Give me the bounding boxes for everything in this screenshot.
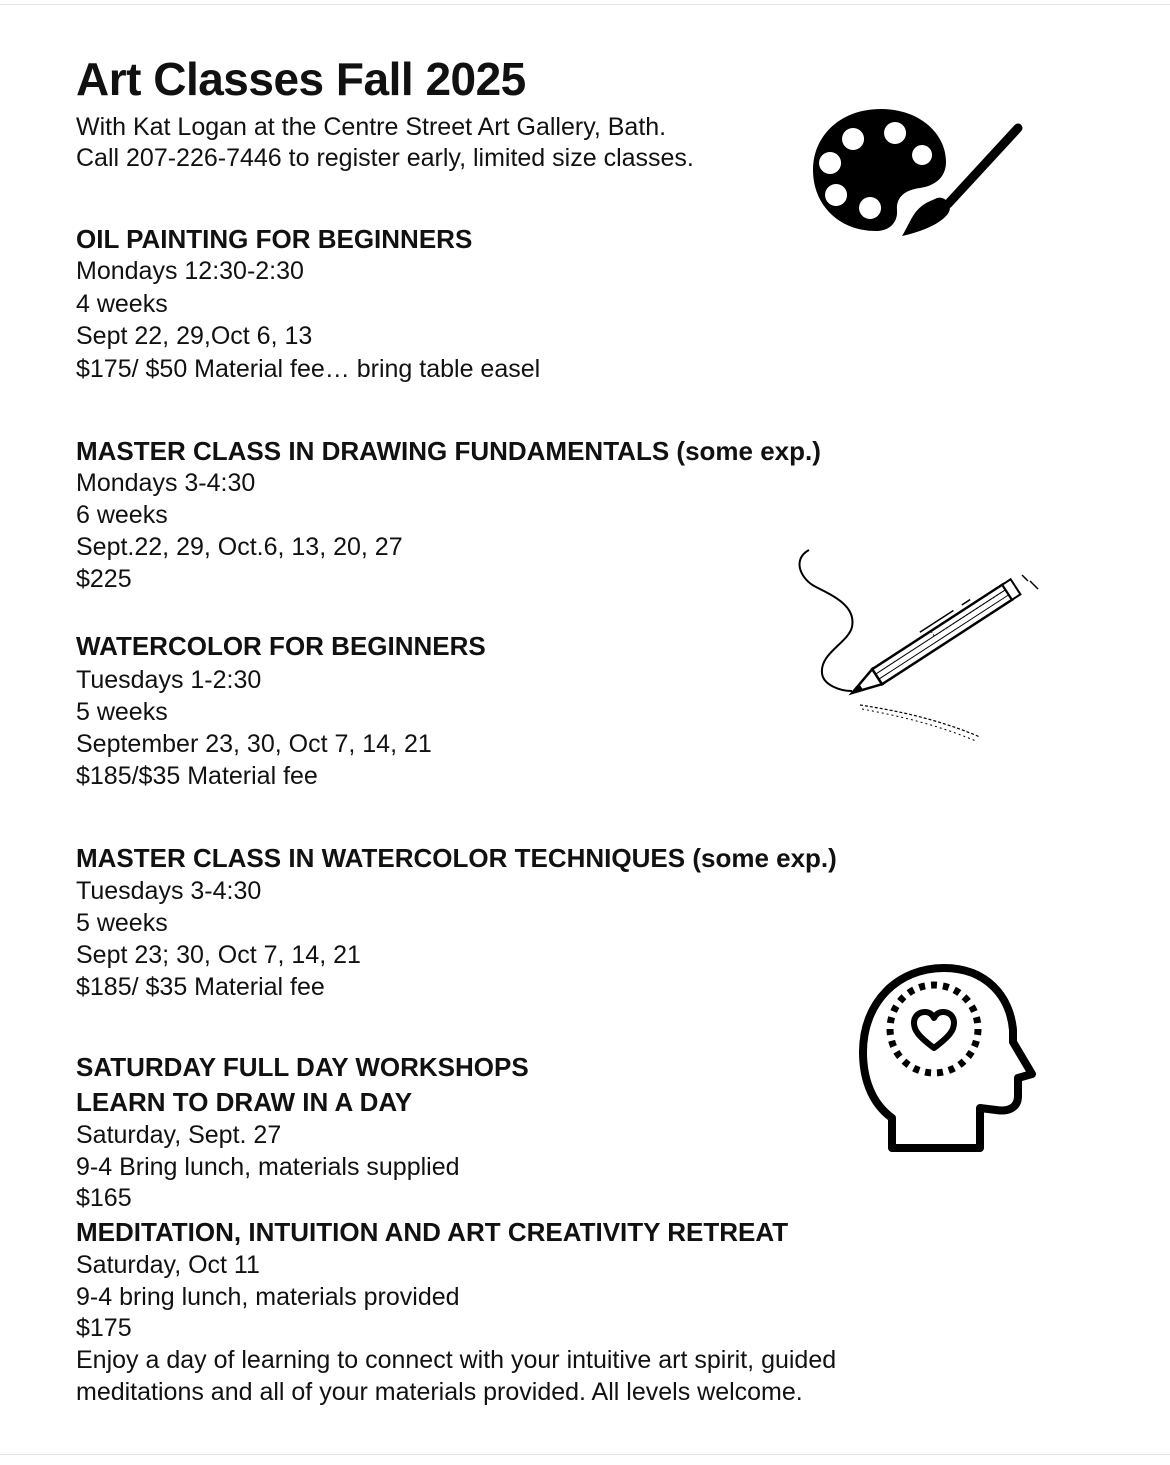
class-price: $225 bbox=[76, 565, 132, 593]
subtitle-phone: Call 207-226-7446 to register early, limited size classes. bbox=[76, 144, 694, 172]
class-title-watercolor-beginners: WATERCOLOR FOR BEGINNERS bbox=[76, 631, 486, 661]
workshop-description-line: Enjoy a day of learning to connect with your intuitive art spirit, guided bbox=[76, 1346, 837, 1374]
top-border bbox=[0, 4, 1170, 5]
class-dates: Sept 22, 29,Oct 6, 13 bbox=[76, 322, 313, 350]
workshops-heading: SATURDAY FULL DAY WORKSHOPS bbox=[76, 1052, 529, 1082]
class-duration: 5 weeks bbox=[76, 698, 168, 726]
experience-note: (some exp.) bbox=[676, 436, 821, 466]
workshop-description-line: meditations and all of your materials provided. All levels welcome. bbox=[76, 1378, 803, 1406]
class-title-text: MASTER CLASS IN DRAWING FUNDAMENTALS bbox=[76, 436, 670, 466]
bottom-border bbox=[0, 1454, 1170, 1455]
class-title-drawing-fundamentals bbox=[76, 436, 821, 466]
workshop-title-meditation-retreat: MEDITATION, INTUITION AND ART CREATIVITY RETREAT bbox=[76, 1217, 789, 1247]
workshop-details: 9-4 bring lunch, materials provided bbox=[76, 1283, 460, 1311]
class-dates: September 23, 30, Oct 7, 14, 21 bbox=[76, 730, 432, 758]
workshop-price: $165 bbox=[76, 1184, 132, 1212]
class-schedule: Tuesdays 3-4:30 bbox=[76, 877, 262, 905]
class-title-oil-painting: OIL PAINTING FOR BEGINNERS bbox=[76, 224, 473, 254]
class-price: $185/$35 Material fee bbox=[76, 762, 318, 790]
workshop-price: $175 bbox=[76, 1314, 132, 1342]
class-title-watercolor-techniques bbox=[76, 843, 837, 873]
class-price: $175/ $50 Material fee… bring table easel bbox=[76, 355, 541, 383]
class-title-text: MASTER CLASS IN WATERCOLOR TECHNIQUES bbox=[76, 843, 686, 873]
workshop-date: Saturday, Sept. 27 bbox=[76, 1121, 282, 1149]
class-price: $185/ $35 Material fee bbox=[76, 973, 325, 1001]
workshop-date: Saturday, Oct 11 bbox=[76, 1251, 260, 1279]
palette-brush-icon bbox=[806, 100, 1026, 240]
experience-note: (some exp.) bbox=[692, 843, 837, 873]
class-duration: 6 weeks bbox=[76, 501, 168, 529]
class-dates: Sept.22, 29, Oct.6, 13, 20, 27 bbox=[76, 533, 403, 561]
class-schedule: Mondays 3-4:30 bbox=[76, 469, 256, 497]
page-title: Art Classes Fall 2025 bbox=[76, 53, 526, 105]
class-schedule: Tuesdays 1-2:30 bbox=[76, 666, 262, 694]
class-dates: Sept 23; 30, Oct 7, 14, 21 bbox=[76, 941, 361, 969]
workshop-details: 9-4 Bring lunch, materials supplied bbox=[76, 1153, 460, 1181]
head-heart-icon bbox=[858, 962, 1043, 1157]
pencil-icon bbox=[790, 545, 1050, 745]
workshop-title-learn-to-draw: LEARN TO DRAW IN A DAY bbox=[76, 1087, 413, 1117]
class-duration: 4 weeks bbox=[76, 290, 168, 318]
class-duration: 5 weeks bbox=[76, 909, 168, 937]
subtitle-location: With Kat Logan at the Centre Street Art Gallery, Bath. bbox=[76, 113, 667, 141]
class-schedule: Mondays 12:30-2:30 bbox=[76, 257, 304, 285]
